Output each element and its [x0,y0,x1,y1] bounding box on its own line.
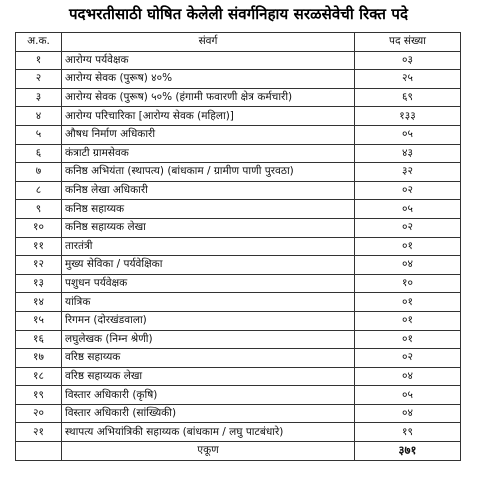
cadre-cell: रिगमन (दोरखंडवाला) [62,311,355,330]
total-row [16,442,461,461]
serial-cell: १४ [16,293,62,312]
cadre-cell: विस्तार अधिकारी (सांख्यिकी) [62,404,355,423]
post-count-cell: ६९ [355,88,461,107]
table-row [16,404,461,423]
post-count-cell: ०२ [355,181,461,200]
vacancy-table [15,32,461,461]
table-header-row [16,33,461,52]
table-row [16,237,461,256]
serial-cell: २१ [16,423,62,442]
post-count-cell: ०५ [355,125,461,144]
post-count-cell: ०५ [355,386,461,405]
cadre-cell: कनिष्ठ लेखा अधिकारी [62,181,355,200]
serial-cell: २० [16,404,62,423]
cadre-cell: यांत्रिक [62,293,355,312]
serial-cell: ४ [16,107,62,126]
serial-cell: ७ [16,163,62,182]
table-row [16,51,461,70]
header-cadre: संवर्ग [62,33,355,52]
serial-cell: ११ [16,237,62,256]
table-row [16,218,461,237]
table-row [16,200,461,219]
cadre-cell: विस्तार अधिकारी (कृषि) [62,386,355,405]
cadre-cell: वरिष्ठ सहाय्यक लेखा [62,367,355,386]
header-serial: अ.क. [16,33,62,52]
post-count-cell: २५ [355,70,461,89]
document-title: पदभरतीसाठी घोषित केलेली संवर्गनिहाय सरळसेवेची रिक्त पदे [68,5,409,23]
header-post-count: पद संख्या [355,33,461,52]
cadre-cell: वरिष्ठ सहाय्यक [62,349,355,368]
table-row [16,144,461,163]
table-body [16,51,461,441]
post-count-cell: ०२ [355,218,461,237]
post-count-cell: ०१ [355,237,461,256]
total-empty-cell [16,442,62,461]
table-row [16,423,461,442]
cadre-cell: औषध निर्माण अधिकारी [62,125,355,144]
post-count-cell: ०५ [355,200,461,219]
serial-cell: १० [16,218,62,237]
table-row [16,349,461,368]
post-count-cell: ०१ [355,311,461,330]
post-count-cell: ०४ [355,404,461,423]
serial-cell: ९ [16,200,62,219]
table-row [16,256,461,275]
table-row [16,330,461,349]
cadre-cell: कनिष्ठ सहाय्यक लेखा [62,218,355,237]
cadre-cell: मुख्य सेविका / पर्यवेक्षिका [62,256,355,275]
table-row [16,70,461,89]
total-value: ३७१ [355,442,461,461]
total-label: एकूण [62,442,355,461]
serial-cell: ८ [16,181,62,200]
table-row [16,181,461,200]
cadre-cell: कनिष्ठ अभियंता (स्थापत्य) (बांधकाम / ग्रामीण पाणी पुरवठा) [62,163,355,182]
post-count-cell: १३३ [355,107,461,126]
cadre-cell: आरोग्य सेवक (पुरूष) ५०% (हंगामी फवारणी क्षेत्र कर्मचारी) [62,88,355,107]
table-row [16,107,461,126]
table-row [16,125,461,144]
table-row [16,88,461,107]
post-count-cell: ०१ [355,293,461,312]
serial-cell: १२ [16,256,62,275]
post-count-cell: १० [355,274,461,293]
table-row [16,274,461,293]
cadre-cell: स्थापत्य अभियांत्रिकी सहाय्यक (बांधकाम / लघु पाटबंधारे) [62,423,355,442]
post-count-cell: ४३ [355,144,461,163]
cadre-cell: कनिष्ठ सहाय्यक [62,200,355,219]
serial-cell: १५ [16,311,62,330]
table-row [16,293,461,312]
table-row [16,163,461,182]
serial-cell: ५ [16,125,62,144]
serial-cell: १९ [16,386,62,405]
cadre-cell: आरोग्य सेवक (पुरूष) ४०% [62,70,355,89]
post-count-cell: ०४ [355,367,461,386]
serial-cell: ३ [16,88,62,107]
serial-cell: १८ [16,367,62,386]
serial-cell: १७ [16,349,62,368]
cadre-cell: लघुलेखक (निम्न श्रेणी) [62,330,355,349]
table-row [16,386,461,405]
post-count-cell: ३२ [355,163,461,182]
table-row [16,367,461,386]
serial-cell: १ [16,51,62,70]
post-count-cell: ०१ [355,330,461,349]
cadre-cell: तारतंत्री [62,237,355,256]
cadre-cell: आरोग्य परिचारिका [आरोग्य सेवक (महिला)] [62,107,355,126]
post-count-cell: १९ [355,423,461,442]
serial-cell: २ [16,70,62,89]
cadre-cell: आरोग्य पर्यवेक्षक [62,51,355,70]
serial-cell: ६ [16,144,62,163]
cadre-cell: पशुधन पर्यवेक्षक [62,274,355,293]
post-count-cell: ०४ [355,256,461,275]
serial-cell: १३ [16,274,62,293]
table-row [16,311,461,330]
cadre-cell: कंत्राटी ग्रामसेवक [62,144,355,163]
post-count-cell: ०२ [355,349,461,368]
serial-cell: १६ [16,330,62,349]
post-count-cell: ०३ [355,51,461,70]
